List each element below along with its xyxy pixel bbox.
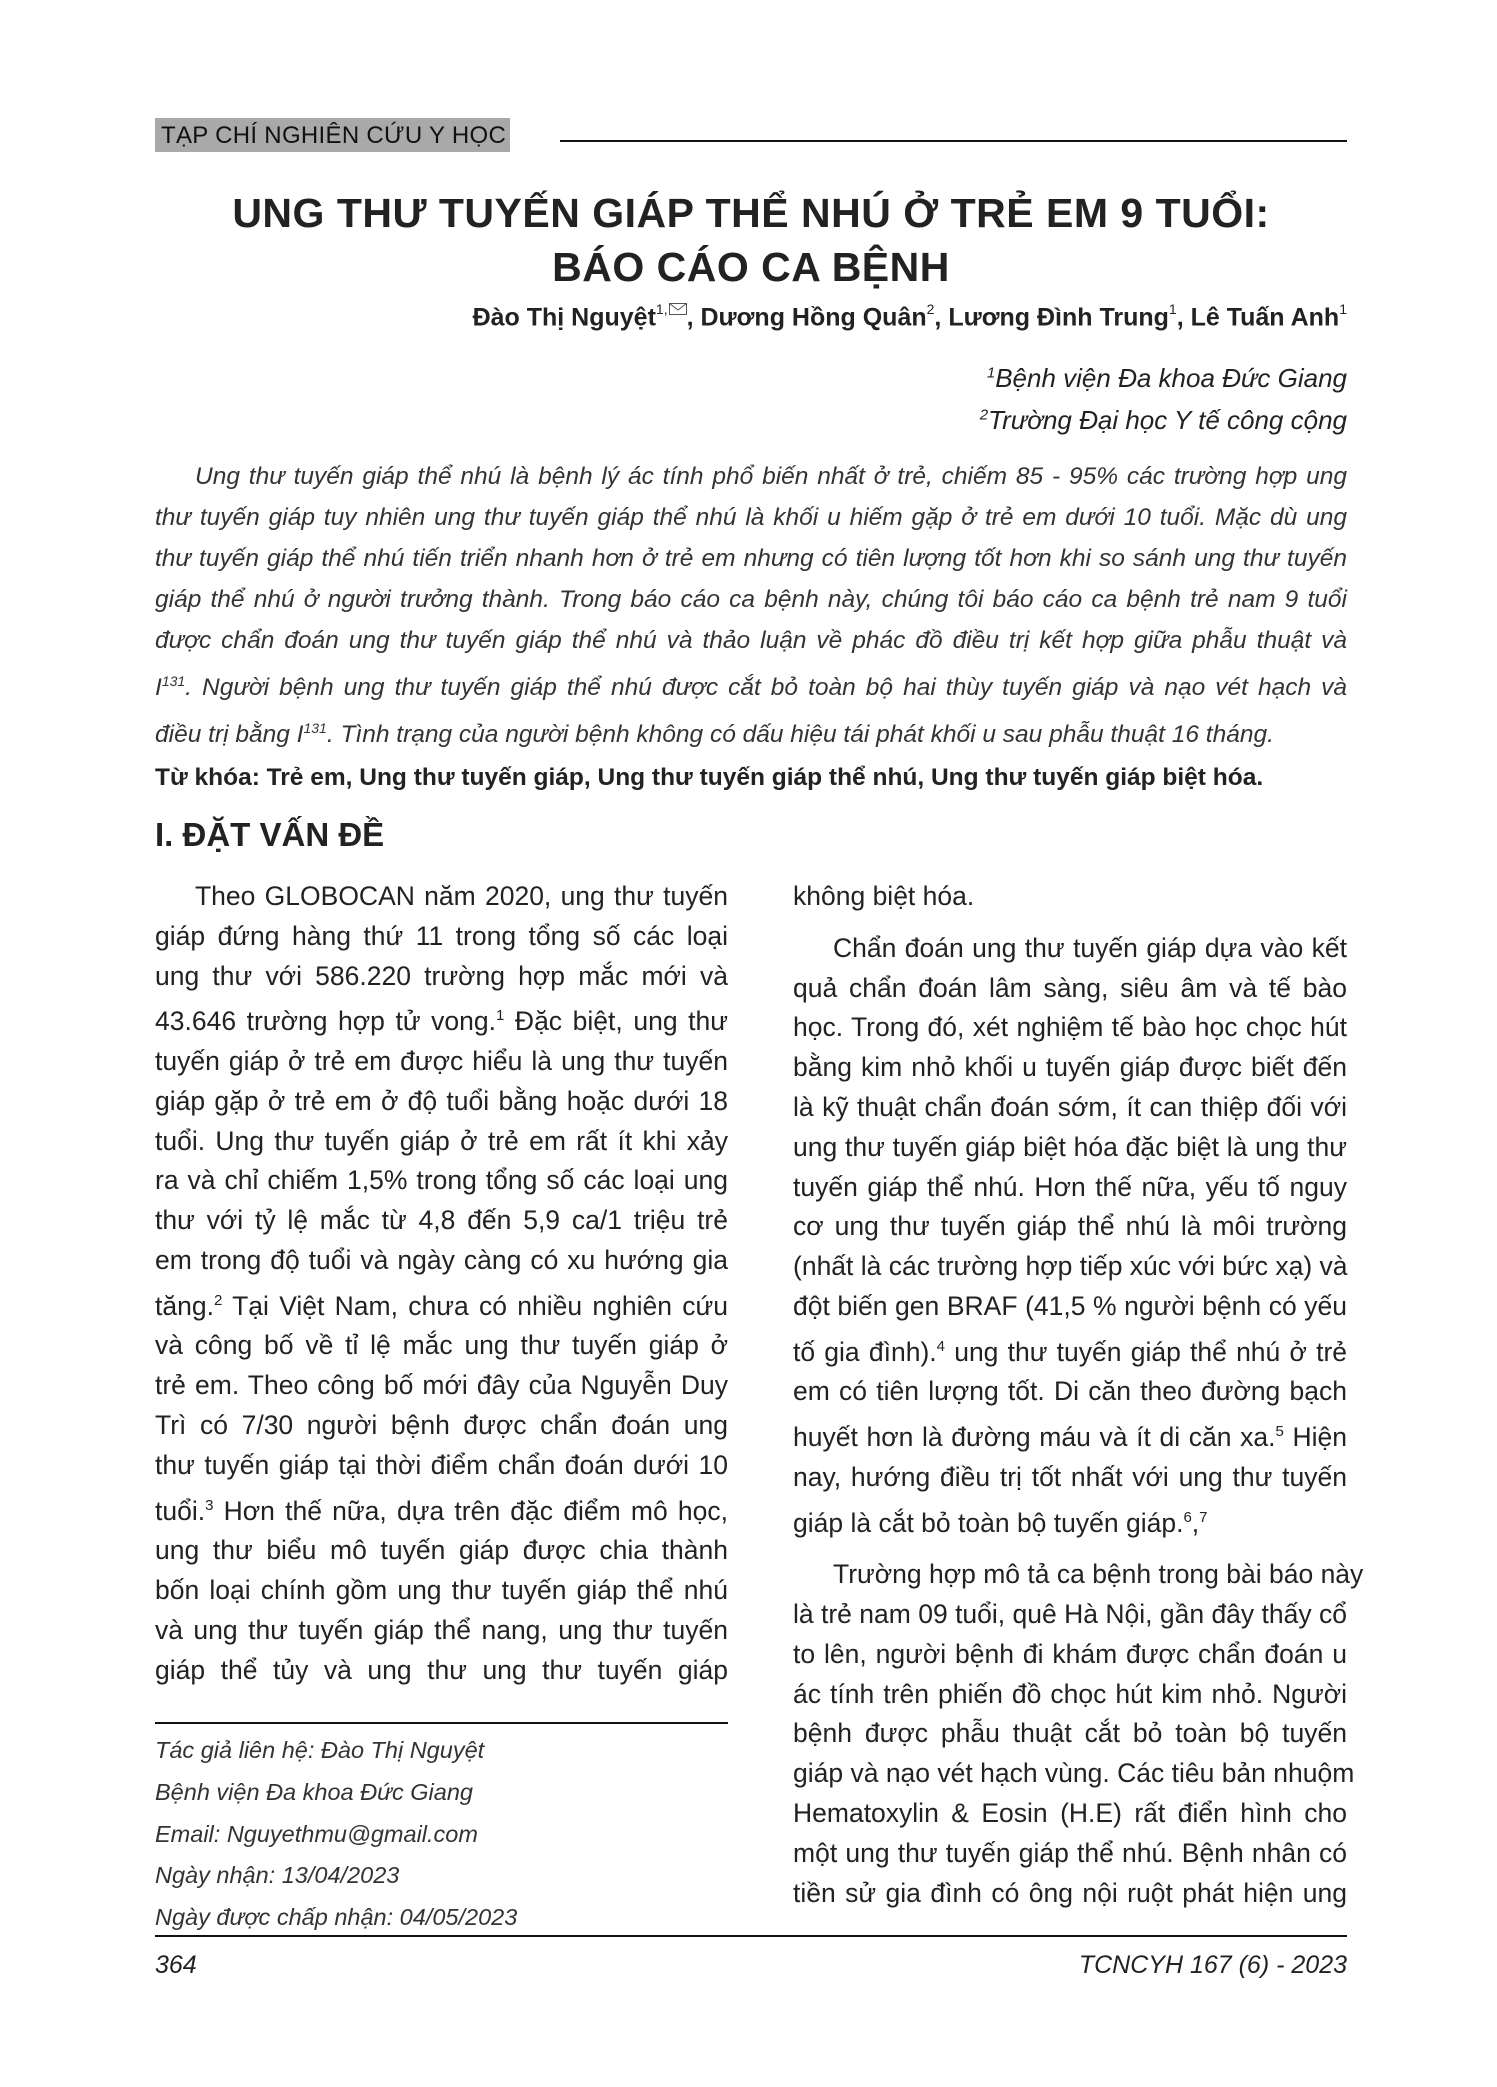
author-name: Lê Tuấn Anh — [1190, 303, 1340, 332]
mail-icon — [669, 303, 687, 315]
body-line: giáp là cắt bỏ toàn bộ tuyến giáp.$^6$,$^7$ — [793, 1507, 1208, 1538]
title-line-1: UNG THƯ TUYẾN GIÁP THỂ NHÚ Ở TRẺ EM 9 TUỔI: — [232, 190, 1270, 236]
author-sup: 1 — [1168, 301, 1177, 317]
affiliation-text: Bệnh viện Đa khoa Đức Giang — [995, 363, 1347, 393]
header-rule — [560, 140, 1347, 142]
footnote-email: Email: Nguyethmu@gmail.com — [155, 1820, 478, 1847]
body-line: em có tiên lượng tốt. Di căn theo đường bạch — [793, 1376, 1347, 1407]
body-line: thư tuyến giáp tại thời điểm chẩn đoán dưới 10 — [155, 1449, 728, 1480]
body-line: ung thư biểu mô tuyến giáp được chia thành — [155, 1535, 728, 1566]
body-line: cơ ung thư tuyến giáp thể nhú là môi trường — [793, 1211, 1347, 1242]
author-name: Dương Hồng Quân — [700, 303, 927, 332]
journal-name: TẠP CHÍ NGHIÊN CỨU Y HỌC — [155, 118, 510, 152]
body-line: trẻ em. Theo công bố mới đây của Nguyễn Duy — [155, 1370, 728, 1401]
abstract-line: Ung thư tuyến giáp thể nhú là bệnh lý ác tính phổ biến nhất ở trẻ, chiếm 85 - 95% các trường hợp ung — [195, 463, 1347, 490]
abstract-line: thư tuyến giáp tuy nhiên ung thư tuyến giáp thể nhú là khối u hiếm gặp ở trẻ em dưới 10 tuổi. Mặc dù ung — [155, 504, 1347, 531]
abstract-line: $I^{131}$. Người bệnh ung thư tuyến giáp thể nhú được cắt bỏ toàn bộ hai thùy tuyến giáp và nạo vét hạch và — [155, 673, 1347, 702]
body-line: là trẻ nam 09 tuổi, quê Hà Nội, gần đây thấy cổ — [793, 1599, 1347, 1630]
left-column — [155, 877, 728, 1690]
affiliation-1 — [987, 363, 1347, 394]
body-line: Hematoxylin & Eosin (H.E) rất điển hình cho — [793, 1798, 1347, 1829]
body-line: tuyến giáp ở trẻ em được hiểu là ung thư tuyến — [155, 1046, 728, 1077]
body-line: em trong độ tuổi và ngày càng có xu hướng gia — [155, 1245, 728, 1275]
body-line: tuyến giáp thể nhú. Hơn thế nữa, yếu tố nguy — [793, 1171, 1347, 1202]
body-line: là kỹ thuật chẩn đoán sớm, ít can thiệp đối với — [793, 1091, 1347, 1122]
footer-rule — [155, 1935, 1347, 1937]
body-line: tuổi.$^3$ Hơn thế nữa, dựa trên đặc điểm mô học, — [155, 1495, 728, 1526]
body-line: quả chẩn đoán lâm sàng, siêu âm và tế bào — [793, 972, 1347, 1003]
footnote-hospital: Bệnh viện Đa khoa Đức Giang — [155, 1778, 473, 1805]
journal-reference: TCNCYH 167 (6) - 2023 — [1078, 1951, 1347, 1979]
body-line: Trì có 7/30 người bệnh được chẩn đoán ung — [155, 1410, 728, 1441]
affiliation-sup: 1 — [986, 364, 996, 382]
body-line: ung thư tuyến giáp biệt hóa đặc biệt là ung thư — [793, 1131, 1347, 1162]
body-line: tăng.$^2$ Tại Việt Nam, chưa có nhiều nghiên cứu — [155, 1290, 728, 1321]
body-line: 43.646 trường hợp tử vong.$^1$ Đặc biệt, ung thư — [155, 1006, 728, 1037]
body-line: và ung thư tuyến giáp thể nang, ung thư tuyến — [155, 1614, 728, 1645]
title-line-2: BÁO CÁO CA BỆNH — [552, 244, 950, 290]
footnote-contact: Tác giả liên hệ: Đào Thị Nguyệt — [155, 1737, 485, 1763]
author-sup: 1, — [655, 301, 668, 317]
author-name: Lương Đình Trung — [948, 303, 1169, 332]
article-title — [155, 186, 1347, 294]
abstract-line: điều trị bằng $I^{131}$. Tình trạng của người bệnh không có dấu hiệu tái phát khối u sau phẫu thuật 16 tháng. — [155, 720, 1274, 749]
abstract — [155, 456, 1347, 755]
body-line: ác tính trên phiến đồ chọc hút kim nhỏ. Người — [793, 1678, 1347, 1709]
affiliation-text: Trường Đại học Y tế công cộng — [988, 405, 1347, 435]
author-name: Đào Thị Nguyệt — [472, 303, 656, 332]
abstract-line: được chẩn đoán ung thư tuyến giáp thể nhú và thảo luận về phác đồ điều trị kết hợp giữa phẫu thuật và — [155, 627, 1347, 654]
page-number: 364 — [155, 1951, 197, 1979]
body-line: (nhất là các trường hợp tiếp xúc với bức xạ) và — [793, 1251, 1348, 1282]
body-line: giáp thể tủy và ung thư ung thư tuyến giáp — [155, 1654, 728, 1685]
body-line: bốn loại chính gồm ung thư tuyến giáp thể nhú — [155, 1575, 728, 1606]
author-list: Đào Thị Nguyệt$^{1,}$ , Dương Hồng Quân$^2$, Lương Đình Trung$^1$, Lê Tuấn Anh$^1$ — [472, 301, 1347, 332]
body-line: bằng kim nhỏ khối u tuyến giáp được biết đến — [793, 1052, 1347, 1083]
body-line: học. Trong đó, xét nghiệm tế bào học chọc hút — [793, 1012, 1347, 1043]
abstract-line: giáp thể nhú ở người trưởng thành. Trong báo cáo ca bệnh này, chúng tôi báo cáo ca bệnh trẻ nam 9 tuổi — [155, 586, 1347, 613]
body-line: Chẩn đoán ung thư tuyến giáp dựa vào kết — [833, 932, 1347, 963]
body-line: huyết hơn là đường máu và ít di căn xa.$^5$ Hiện — [793, 1422, 1347, 1453]
journal-header — [155, 118, 1347, 152]
body-line: tuổi. Ung thư tuyến giáp ở trẻ em rất ít khi xảy — [155, 1125, 728, 1156]
body-line: tiền sử gia đình có ông nội ruột phát hiện ung — [793, 1877, 1347, 1908]
affiliation-sup: 2 — [979, 406, 989, 424]
body-line: giáp gặp ở trẻ em ở độ tuổi bằng hoặc dưới 18 — [155, 1085, 728, 1116]
footnote-received: Ngày nhận: 13/04/2023 — [155, 1862, 400, 1889]
body-line: và công bố về tỉ lệ mắc ung thư tuyến giáp ở — [155, 1330, 728, 1361]
body-line: Theo GLOBOCAN năm 2020, ung thư tuyến — [195, 881, 728, 911]
body-line: đột biến gen BRAF (41,5 % người bệnh có yếu — [793, 1290, 1347, 1321]
body-line: giáp đứng hàng thứ 11 trong tổng số các loại — [155, 920, 728, 951]
body-line: ra và chỉ chiếm 1,5% trong tổng số các loại ung — [155, 1165, 728, 1196]
affiliation-2 — [980, 405, 1347, 436]
section-heading: I. ĐẶT VẤN ĐỀ — [155, 816, 385, 853]
abstract-line: thư tuyến giáp thể nhú tiến triển nhanh hơn ở trẻ em nhưng có tiên lượng tốt hơn khi so sánh ung thư tuyến — [155, 545, 1347, 572]
author-sup: 2 — [926, 301, 935, 317]
footnote-rule — [155, 1722, 728, 1724]
body-line: một ung thư tuyến giáp thể nhú. Bệnh nhân có — [793, 1837, 1347, 1868]
body-line: thư với tỷ lệ mắc từ 4,8 đến 5,9 ca/1 triệu trẻ — [155, 1205, 728, 1236]
keywords: Từ khóa: Trẻ em, Ung thư tuyến giáp, Ung thư tuyến giáp thể nhú, Ung thư tuyến giáp biệt hóa. — [155, 764, 1264, 791]
body-line: tố gia đình).$^4$ ung thư tuyến giáp thể nhú ở trẻ — [793, 1336, 1348, 1367]
body-line: bệnh được phẫu thuật cắt bỏ toàn bộ tuyến — [793, 1718, 1347, 1749]
footnotes — [155, 1730, 517, 1939]
body-line: nay, hướng điều trị tốt nhất với ung thư tuyến — [793, 1461, 1347, 1492]
body-line: không biệt hóa. — [793, 881, 975, 911]
body-line: to lên, người bệnh đi khám được chẩn đoán u — [793, 1638, 1347, 1669]
author-sup: 1 — [1339, 301, 1347, 317]
right-column — [793, 877, 1364, 1913]
body-line: giáp và nạo vét hạch vùng. Các tiêu bản nhuộm — [793, 1758, 1355, 1789]
body-line: ung thư với 586.220 trường hợp mắc mới và — [155, 960, 728, 991]
body-line: Trường hợp mô tả ca bệnh trong bài báo này — [833, 1559, 1364, 1590]
footnote-accepted: Ngày được chấp nhận: 04/05/2023 — [155, 1904, 518, 1931]
